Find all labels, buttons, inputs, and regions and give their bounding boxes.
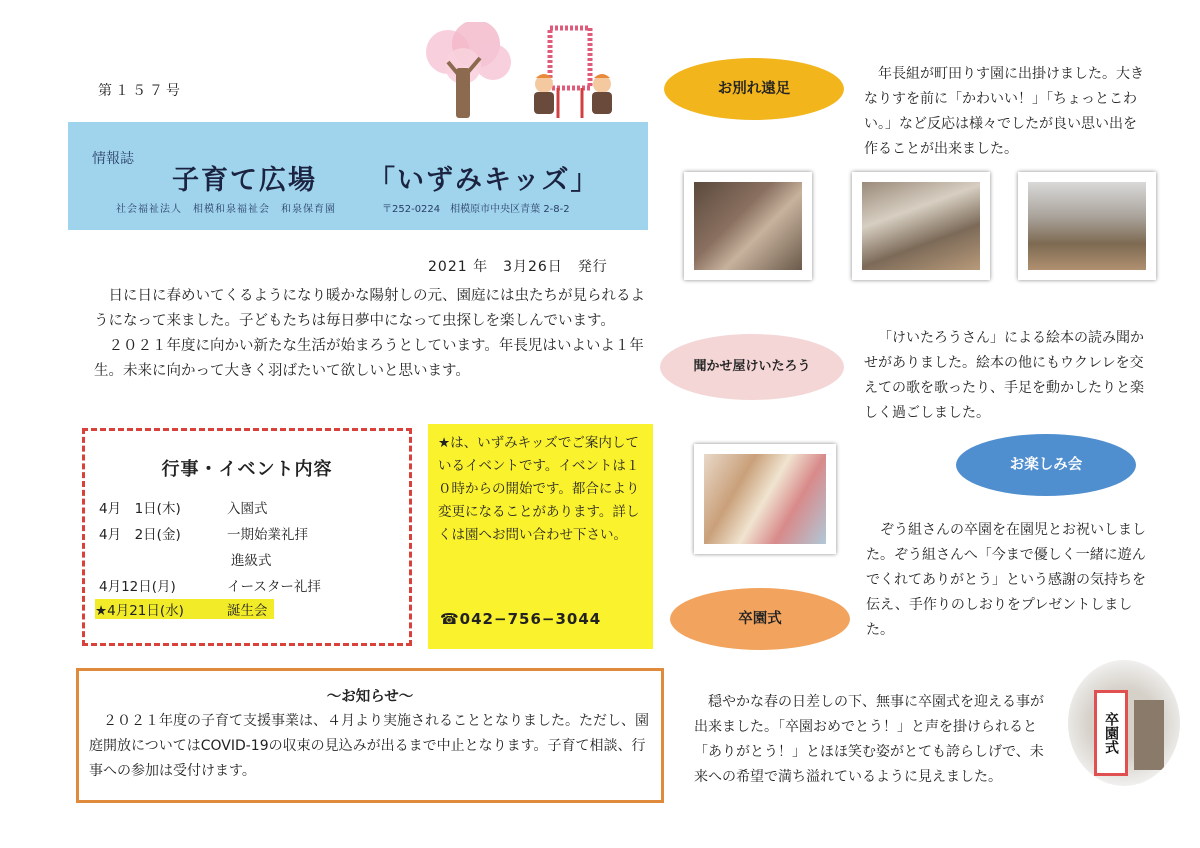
event-row: 進級式 xyxy=(231,553,272,569)
address: 〒252-0224 相模原市中央区青葉 2-8-2 xyxy=(382,204,570,215)
event-row: 4月 2日(金) 一期始業礼拝 xyxy=(99,527,308,543)
photo-squirrel-park-1 xyxy=(684,172,812,280)
publication-kind: 情報誌 xyxy=(92,151,134,167)
event-note-box xyxy=(428,424,653,649)
photo-squirrel-park-2 xyxy=(852,172,990,280)
ensoku-text: 年長組が町田りす園に出掛けました。大きなりすを前に「かわいい！」「ちょっとこわい。」など反応は様々でしたが良い思い出を作ることが出来ました。 xyxy=(864,66,1144,157)
notice-body: ２０２１年度の子育て支援事業は、４月より実施されることとなりました。ただし、園庭開放についてはCOVID-19の収束の見込みが出るまで中止となります。子育て相談、行事への参加は受付けます。 xyxy=(89,713,649,779)
newsletter-name: 「いずみキッズ」 xyxy=(368,165,600,196)
events-title: 行事・イベント内容 xyxy=(161,459,333,480)
event-row-highlighted: ★4月21日(水) 誕生会 xyxy=(95,599,274,619)
graduation-plaque: 卒園式 xyxy=(1094,690,1128,776)
event-row: 4月 1日(木) 入園式 xyxy=(99,501,268,517)
events-box xyxy=(82,428,412,646)
issue-number: 第１５７号 xyxy=(98,83,183,99)
intro-text xyxy=(94,284,654,384)
section-label-otanoshimi: お楽しみ会 xyxy=(956,434,1136,496)
cherry-tree-illustration xyxy=(418,22,518,122)
section-label-kikase: 聞かせ屋けいたろう xyxy=(660,334,844,400)
photo-squirrel-park-3 xyxy=(1018,172,1156,280)
section-label-sotsuen: 卒園式 xyxy=(670,588,850,650)
photo-graduation-sign xyxy=(1068,660,1180,786)
publish-date: 2021 年 3月26日 発行 xyxy=(428,259,608,275)
notice-box xyxy=(76,668,664,803)
otanoshimi-text: ぞう組さんの卒園を在園児とお祝いしました。ぞう組さんへ「今まで優しく一緒に遊んでくれてありがとう」という感謝の気持ちを伝え、手作りのしおりをプレゼントしました。 xyxy=(866,522,1146,638)
intro-paragraph: ２０２１年度に向かい新たな生活が始まろうとしています。年長児はいよいよ１年生。未来に向かって大きく羽ばたいて欲しいと思います。 xyxy=(94,338,644,379)
event-note-text: ★は、いずみキッズでご案内しているイベントです。イベントは１０時からの開始です。都合により変更になることがあります。詳しくは園へお問い合わせ下さい。 xyxy=(438,435,640,543)
newsletter-title: 子育て広場 xyxy=(172,165,317,196)
newsletter-header xyxy=(68,122,648,230)
phone-number: ☎042−756−3044 xyxy=(440,610,602,628)
kikase-text: 「けいたろうさん」による絵本の読み聞かせがありました。絵本の他にもウクレレを交えての歌を歌ったり、手足を動かしたりと楽しく過ごしました。 xyxy=(864,330,1144,421)
notice-title: ～お知らせ～ xyxy=(326,689,414,705)
event-row: 4月12日(月) イースター礼拝 xyxy=(99,579,321,595)
sotsuen-text: 穏やかな春の日差しの下、無事に卒園式を迎える事が出来ました。「卒園おめでとう！」と声を掛けられると「ありがとう！」とほほ笑む姿がとても誇らしげで、未来への希望で満ち溢れているように見えました。 xyxy=(694,694,1044,785)
photo-bookmarks xyxy=(694,444,836,554)
graduation-sign-illustration xyxy=(528,22,618,122)
section-label-ensoku: お別れ遠足 xyxy=(664,58,844,120)
organization: 社会福祉法人 相模和泉福祉会 和泉保育園 xyxy=(116,204,336,215)
intro-paragraph: 日に日に春めいてくるようになり暖かな陽射しの元、園庭には虫たちが見られるようになって来ました。子どもたちは毎日夢中になって虫探しを楽しんでいます。 xyxy=(94,288,645,329)
